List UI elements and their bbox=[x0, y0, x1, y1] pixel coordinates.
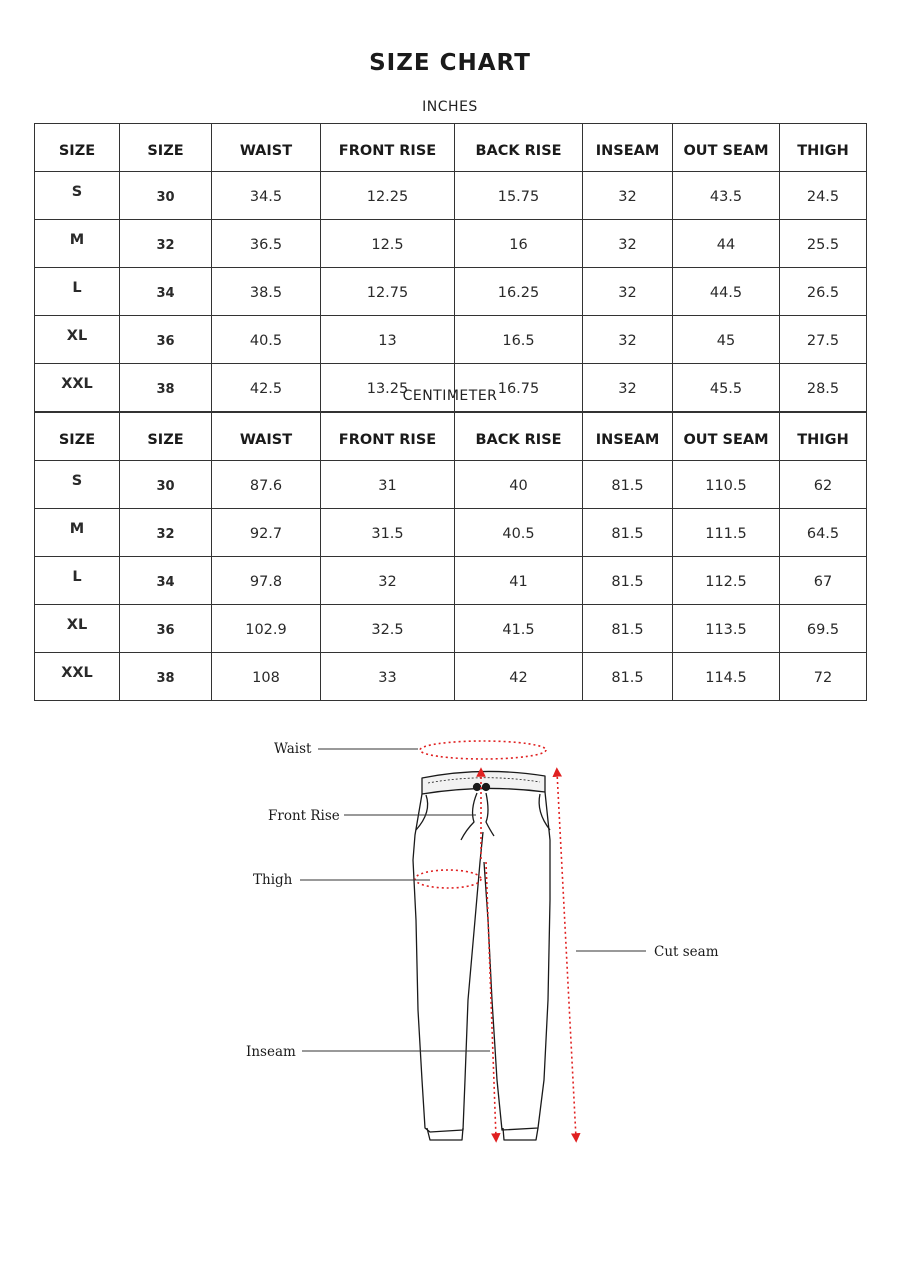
table-row bbox=[35, 557, 867, 605]
pants-measurement-diagram bbox=[0, 720, 900, 1160]
cut-seam-label: Cut seam bbox=[654, 944, 719, 960]
header-front-rise: FRONT RISE bbox=[321, 124, 455, 172]
cell-inseam: 81.5 bbox=[583, 461, 673, 509]
table-header-row bbox=[35, 124, 867, 172]
header-inseam: INSEAM bbox=[583, 124, 673, 172]
cell-back-rise: 42 bbox=[455, 653, 583, 701]
cell-out-seam: 114.5 bbox=[673, 653, 780, 701]
cell-size-letter: L bbox=[35, 557, 120, 605]
cell-out-seam: 45 bbox=[673, 316, 780, 364]
cell-size-letter: S bbox=[35, 461, 120, 509]
cell-out-seam: 111.5 bbox=[673, 509, 780, 557]
cell-size-number: 38 bbox=[120, 653, 212, 701]
table-row bbox=[35, 605, 867, 653]
measurement-lines bbox=[415, 741, 576, 1138]
cell-back-rise: 16.25 bbox=[455, 268, 583, 316]
cell-back-rise: 16 bbox=[455, 220, 583, 268]
header-size-letter: SIZE bbox=[35, 413, 120, 461]
cell-size-letter: XXL bbox=[35, 653, 120, 701]
header-inseam: INSEAM bbox=[583, 413, 673, 461]
cell-size-letter: XL bbox=[35, 316, 120, 364]
cell-thigh: 26.5 bbox=[780, 268, 867, 316]
cell-thigh: 25.5 bbox=[780, 220, 867, 268]
centimeter-table-label: CENTIMETER bbox=[402, 388, 498, 404]
cut-seam-measure-line bbox=[557, 772, 576, 1138]
cell-inseam: 81.5 bbox=[583, 605, 673, 653]
cell-front-rise: 32.5 bbox=[321, 605, 455, 653]
cell-back-rise: 15.75 bbox=[455, 172, 583, 220]
cell-inseam: 32 bbox=[583, 220, 673, 268]
leader-lines bbox=[300, 749, 646, 1051]
cell-size-letter: M bbox=[35, 220, 120, 268]
table-row bbox=[35, 461, 867, 509]
inseam-label: Inseam bbox=[246, 1044, 296, 1060]
cell-size-number: 36 bbox=[120, 316, 212, 364]
thigh-measure-ellipse bbox=[415, 870, 481, 888]
cell-back-rise: 41.5 bbox=[455, 605, 583, 653]
cell-inseam: 81.5 bbox=[583, 509, 673, 557]
header-front-rise: FRONT RISE bbox=[321, 413, 455, 461]
header-waist: WAIST bbox=[212, 124, 321, 172]
cell-front-rise: 12.5 bbox=[321, 220, 455, 268]
cell-size-letter: S bbox=[35, 172, 120, 220]
cell-size-letter: XXL bbox=[35, 364, 120, 412]
cell-thigh: 28.5 bbox=[780, 364, 867, 412]
cell-size-number: 34 bbox=[120, 268, 212, 316]
table-row bbox=[35, 268, 867, 316]
cell-inseam: 81.5 bbox=[583, 557, 673, 605]
header-out-seam: OUT SEAM bbox=[673, 124, 780, 172]
table-row bbox=[35, 172, 867, 220]
centimeter-size-table bbox=[34, 412, 867, 701]
cell-front-rise: 13.25 bbox=[321, 364, 455, 412]
cell-thigh: 67 bbox=[780, 557, 867, 605]
cell-front-rise: 31 bbox=[321, 461, 455, 509]
pants-outline-icon bbox=[413, 771, 550, 1140]
cell-out-seam: 110.5 bbox=[673, 461, 780, 509]
cell-back-rise: 16.75 bbox=[455, 364, 583, 412]
cell-inseam: 32 bbox=[583, 172, 673, 220]
cell-inseam: 32 bbox=[583, 316, 673, 364]
table-row bbox=[35, 509, 867, 557]
cell-thigh: 69.5 bbox=[780, 605, 867, 653]
cell-waist: 36.5 bbox=[212, 220, 321, 268]
cell-out-seam: 113.5 bbox=[673, 605, 780, 653]
header-back-rise: BACK RISE bbox=[455, 124, 583, 172]
cell-thigh: 24.5 bbox=[780, 172, 867, 220]
cell-waist: 108 bbox=[212, 653, 321, 701]
header-back-rise: BACK RISE bbox=[455, 413, 583, 461]
cell-waist: 38.5 bbox=[212, 268, 321, 316]
cell-back-rise: 16.5 bbox=[455, 316, 583, 364]
cell-waist: 34.5 bbox=[212, 172, 321, 220]
table-row bbox=[35, 316, 867, 364]
waist-measure-ellipse bbox=[420, 741, 546, 759]
cell-size-number: 32 bbox=[120, 220, 212, 268]
cell-out-seam: 44 bbox=[673, 220, 780, 268]
cell-size-number: 30 bbox=[120, 461, 212, 509]
header-size-letter: SIZE bbox=[35, 124, 120, 172]
header-out-seam: OUT SEAM bbox=[673, 413, 780, 461]
cell-out-seam: 43.5 bbox=[673, 172, 780, 220]
header-size-number: SIZE bbox=[120, 413, 212, 461]
cell-back-rise: 41 bbox=[455, 557, 583, 605]
waist-label: Waist bbox=[274, 741, 312, 757]
cell-front-rise: 31.5 bbox=[321, 509, 455, 557]
front-rise-label: Front Rise bbox=[268, 808, 340, 824]
cell-waist: 87.6 bbox=[212, 461, 321, 509]
cell-waist: 92.7 bbox=[212, 509, 321, 557]
header-size-number: SIZE bbox=[120, 124, 212, 172]
cell-out-seam: 45.5 bbox=[673, 364, 780, 412]
cell-size-letter: M bbox=[35, 509, 120, 557]
table-row bbox=[35, 220, 867, 268]
cell-size-letter: XL bbox=[35, 605, 120, 653]
cell-waist: 40.5 bbox=[212, 316, 321, 364]
cell-front-rise: 12.25 bbox=[321, 172, 455, 220]
inches-table-label: INCHES bbox=[422, 99, 478, 115]
cell-size-number: 32 bbox=[120, 509, 212, 557]
cell-out-seam: 112.5 bbox=[673, 557, 780, 605]
cell-waist: 42.5 bbox=[212, 364, 321, 412]
cell-thigh: 27.5 bbox=[780, 316, 867, 364]
cell-waist: 97.8 bbox=[212, 557, 321, 605]
cell-front-rise: 32 bbox=[321, 557, 455, 605]
cell-back-rise: 40 bbox=[455, 461, 583, 509]
cell-inseam: 32 bbox=[583, 268, 673, 316]
cell-thigh: 72 bbox=[780, 653, 867, 701]
inches-size-table bbox=[34, 123, 867, 412]
cell-back-rise: 40.5 bbox=[455, 509, 583, 557]
cell-front-rise: 33 bbox=[321, 653, 455, 701]
header-waist: WAIST bbox=[212, 413, 321, 461]
cell-size-number: 38 bbox=[120, 364, 212, 412]
table-row bbox=[35, 653, 867, 701]
table-header-row bbox=[35, 413, 867, 461]
cell-size-number: 34 bbox=[120, 557, 212, 605]
cell-thigh: 62 bbox=[780, 461, 867, 509]
cell-inseam: 32 bbox=[583, 364, 673, 412]
cell-front-rise: 12.75 bbox=[321, 268, 455, 316]
cell-size-number: 36 bbox=[120, 605, 212, 653]
header-thigh: THIGH bbox=[780, 413, 867, 461]
cell-front-rise: 13 bbox=[321, 316, 455, 364]
thigh-label: Thigh bbox=[253, 872, 293, 888]
cell-out-seam: 44.5 bbox=[673, 268, 780, 316]
cell-size-number: 30 bbox=[120, 172, 212, 220]
cell-thigh: 64.5 bbox=[780, 509, 867, 557]
cell-size-letter: L bbox=[35, 268, 120, 316]
page-title: SIZE CHART bbox=[369, 50, 531, 76]
inseam-measure-line bbox=[486, 862, 496, 1138]
cell-inseam: 81.5 bbox=[583, 653, 673, 701]
cell-waist: 102.9 bbox=[212, 605, 321, 653]
header-thigh: THIGH bbox=[780, 124, 867, 172]
